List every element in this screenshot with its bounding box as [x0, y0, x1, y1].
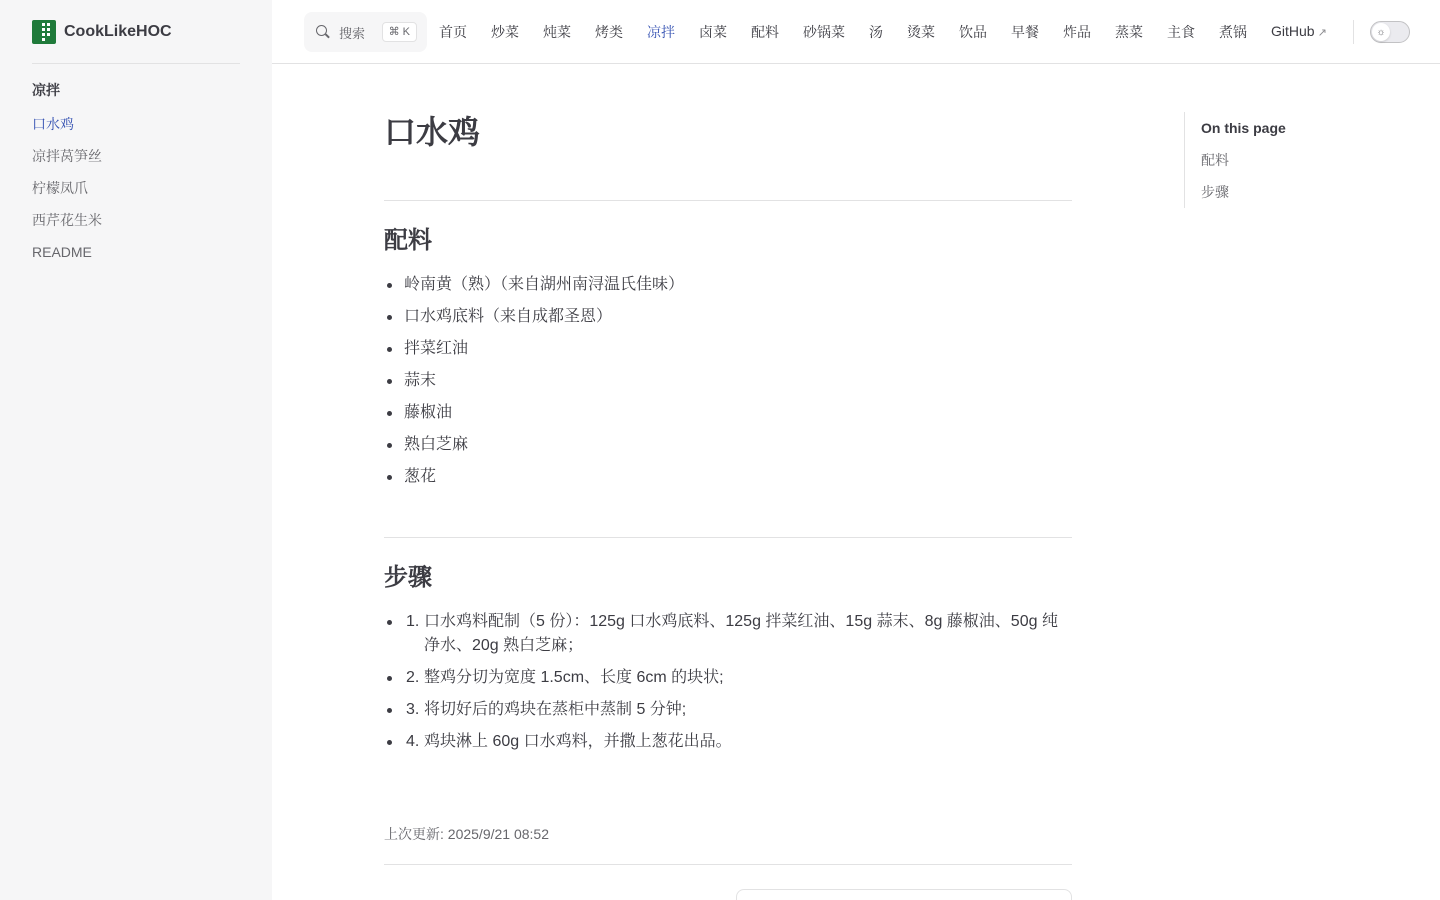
- sidebar-item-huashengmi[interactable]: 西芹花生米: [32, 212, 102, 228]
- nav-item-zhapin[interactable]: 炸品: [1063, 24, 1091, 40]
- sidebar: [0, 0, 272, 900]
- nav-item-zaocan[interactable]: 早餐: [1011, 24, 1039, 40]
- search-icon: [316, 25, 330, 39]
- list-item: 拌菜红油: [384, 337, 1072, 361]
- sun-icon: ☼: [1372, 23, 1390, 41]
- nav-item-yinpin[interactable]: 饮品: [959, 24, 987, 40]
- steps-heading: 步骤: [384, 564, 432, 591]
- nav-item-chaocai[interactable]: 炒菜: [491, 24, 519, 40]
- brand-link[interactable]: [32, 20, 172, 44]
- ingredients-heading: 配料: [384, 227, 432, 254]
- main-nav: [427, 0, 1339, 64]
- sidebar-section-title: 凉拌: [32, 82, 60, 98]
- step-text: 鸡块淋上 60g 口水鸡料，并撒上葱花出品。: [424, 733, 732, 750]
- step-item: [384, 610, 1072, 658]
- step-item: [384, 730, 1072, 754]
- nav-item-shaguocai[interactable]: 砂锅菜: [803, 24, 845, 40]
- list-item: 岭南黄（熟）（来自湖州南浔温氏佳味）: [384, 273, 1072, 297]
- step-item: [384, 698, 1072, 722]
- section-divider: [384, 200, 1072, 201]
- nav-item-peiliao[interactable]: 配料: [751, 24, 779, 40]
- nav-item-zhuguo[interactable]: 煮锅: [1219, 24, 1247, 40]
- search-button[interactable]: [304, 12, 427, 52]
- page-outline: [1184, 112, 1384, 208]
- sidebar-item-readme[interactable]: README: [32, 244, 92, 260]
- list-item: 藤椒油: [384, 401, 1072, 425]
- step-item: [384, 666, 1072, 690]
- nav-item-tang[interactable]: 汤: [869, 24, 883, 40]
- nav-item-github-label: GitHub: [1271, 23, 1315, 39]
- nav-item-home[interactable]: 首页: [439, 24, 467, 40]
- nav-divider: [1353, 20, 1354, 44]
- outline-item-steps[interactable]: 步骤: [1201, 184, 1229, 200]
- external-link-icon: ↗: [1317, 27, 1327, 39]
- nav-item-liangban[interactable]: 凉拌: [647, 24, 675, 40]
- nav-item-tangcai[interactable]: 烫菜: [907, 24, 935, 40]
- last-updated: 上次更新: 2025/9/21 08:52: [384, 826, 549, 842]
- list-item: 熟白芝麻: [384, 433, 1072, 457]
- nav-item-kaolei[interactable]: 烤类: [595, 24, 623, 40]
- sidebar-divider: [32, 63, 240, 64]
- step-number: 3.: [406, 701, 420, 718]
- search-shortcut-hint: ⌘ K: [382, 22, 417, 42]
- step-number: 4.: [406, 733, 420, 750]
- outline-item-ingredients[interactable]: 配料: [1201, 152, 1229, 168]
- top-navbar: [272, 0, 1440, 64]
- sidebar-section: [32, 76, 240, 268]
- list-item: 葱花: [384, 465, 1072, 489]
- brand-name: CookLikeHOC: [64, 23, 172, 40]
- theme-toggle[interactable]: [1370, 21, 1410, 43]
- footer-divider: [384, 864, 1072, 865]
- section-divider: [384, 537, 1072, 538]
- nav-item-github[interactable]: [1259, 0, 1339, 65]
- sidebar-item-wosun[interactable]: 凉拌莴笋丝: [32, 148, 102, 164]
- step-text: 整鸡分切为宽度 1.5cm、长度 6cm 的块状;: [424, 669, 724, 686]
- outline-title: On this page: [1201, 120, 1286, 136]
- sidebar-item-fengzhao[interactable]: 柠檬凤爪: [32, 180, 88, 196]
- step-number: 1.: [406, 613, 420, 630]
- page-title: 口水鸡: [384, 114, 481, 150]
- list-item: 蒜末: [384, 369, 1072, 393]
- sidebar-item-koushuiji[interactable]: 口水鸡: [32, 116, 74, 132]
- brand-logo-icon: [32, 20, 56, 44]
- ingredients-list: [384, 273, 1072, 497]
- list-item: 口水鸡底料（来自成都圣恩）: [384, 305, 1072, 329]
- nav-item-lucai[interactable]: 卤菜: [699, 24, 727, 40]
- search-label: 搜索: [339, 25, 366, 41]
- nav-item-zhengcai[interactable]: 蒸菜: [1115, 24, 1143, 40]
- next-page-card[interactable]: [736, 889, 1072, 900]
- step-number: 2.: [406, 669, 420, 686]
- step-text: 将切好后的鸡块在蒸柜中蒸制 5 分钟;: [424, 701, 687, 718]
- step-text: 口水鸡料配制（5 份）：125g 口水鸡底料、125g 拌菜红油、15g 蒜末、8g 藤椒油、50g 纯净水、20g 熟白芝麻；: [424, 613, 1058, 654]
- nav-item-zhushi[interactable]: 主食: [1167, 24, 1195, 40]
- nav-item-duncai[interactable]: 炖菜: [543, 24, 571, 40]
- steps-list: [384, 610, 1072, 762]
